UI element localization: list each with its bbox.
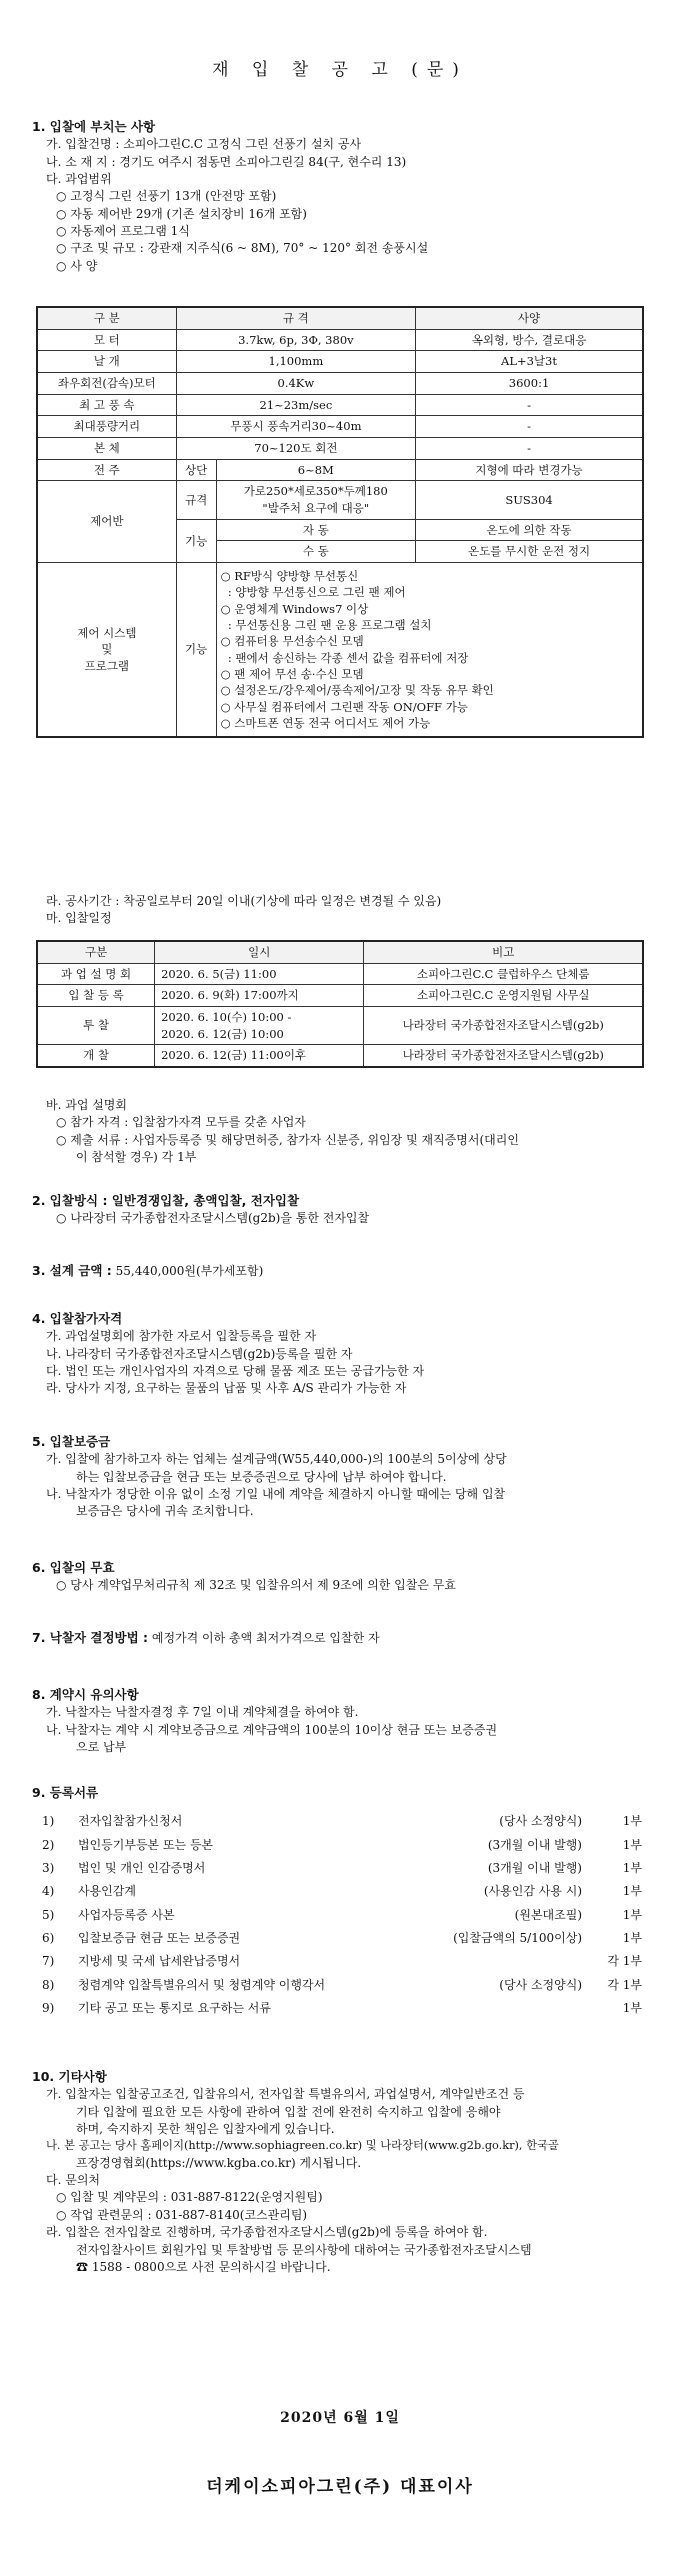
misc-line: 하며, 숙지하지 못한 책임은 입찰자에게 있습니다. — [76, 2121, 335, 2136]
row-label: 좌우회전(감속)모터 — [37, 373, 176, 395]
list-item — [42, 1904, 642, 1927]
row-label: 최대풍량거리 — [37, 416, 176, 438]
doc-number: 7) — [42, 1954, 55, 1969]
section-9 — [32, 1784, 652, 2021]
doc-qty: 1부 — [622, 2001, 642, 2016]
doc-number: 3) — [42, 1860, 55, 1875]
doc-number: 1) — [42, 1814, 55, 1829]
row-note: 3600:1 — [416, 373, 643, 395]
scope-line: ○ 고정식 그린 선풍기 13개 (안전망 포함) — [56, 189, 277, 204]
item-location: 나. 소 재 지 : 경기도 여주시 점동면 소피아그린길 84(구, 현수리 13) — [46, 154, 407, 169]
table-row — [37, 985, 643, 1007]
misc-line: ☎ 1588 - 0800으로 사전 문의하시길 바랍니다. — [76, 2260, 331, 2275]
when-line: 2020. 6. 12(금) 10:00 — [161, 1026, 284, 1041]
doc-qty: 1부 — [622, 1837, 642, 1852]
table-row — [37, 963, 643, 985]
deposit-line: 나. 낙찰자가 정당한 이유 없이 소정 기일 내에 계약을 체결하지 아니할 때에는 당해 입찰 — [46, 1486, 506, 1501]
doc-note — [402, 1997, 582, 2020]
table-row — [37, 1045, 643, 1067]
row-note: 온도를 무시한 운전 정지 — [416, 541, 643, 563]
signer-name: 더케이소피아그린(주) 대표이사 — [206, 2477, 474, 2497]
row-note: 온도에 의한 작동 — [416, 519, 643, 541]
table-header-row — [37, 941, 643, 963]
doc-name: 기타 공고 또는 통지로 요구하는 서류 — [78, 2001, 271, 2016]
list-item — [42, 1834, 642, 1857]
table-row — [37, 1007, 643, 1045]
row-when: 2020. 6. 12(금) 11:00이후 — [155, 1045, 364, 1067]
doc-number: 6) — [42, 1931, 55, 1946]
section-3 — [32, 1262, 652, 1280]
doc-note: (원본대조필) — [514, 1907, 582, 1922]
row-label: 모 터 — [37, 329, 176, 351]
row-label: 제어반 — [37, 481, 176, 563]
doc-number: 5) — [42, 1907, 55, 1922]
doc-qty: 각 1부 — [607, 1977, 642, 1992]
when-line: 2020. 6. 10(수) 10:00 - — [161, 1010, 292, 1025]
scope-line: ○ 자동 제어반 29개 (기존 설치장비 16개 포함) — [56, 206, 307, 221]
section-8 — [32, 1686, 652, 1756]
row-value: 1,100mm — [176, 351, 415, 373]
row-note: 소피아그린C.C 운영지원팀 사무실 — [364, 985, 643, 1007]
row-value: 21~23m/sec — [176, 394, 415, 416]
section-heading: 5. 입찰보증금 — [32, 1434, 111, 1449]
feature-line: ○ 설정온도/강우제어/풍속제어/고장 및 작동 유무 확인 — [220, 683, 494, 698]
item-period: 라. 공사기간 : 착공일로부터 20일 이내(기상에 따라 일정은 변경될 수 있음) — [46, 894, 442, 908]
row-note: SUS304 — [416, 481, 643, 519]
label-line: 프로그램 — [84, 659, 130, 674]
table-row — [37, 459, 643, 481]
doc-qty: 1부 — [622, 1884, 642, 1899]
section-heading: 6. 입찰의 무효 — [32, 1560, 115, 1575]
row-note: AL+3날3t — [416, 351, 643, 373]
header-cell: 구 분 — [37, 307, 176, 329]
table-row — [37, 351, 643, 373]
doc-name: 입찰보증금 현금 또는 보증증권 — [78, 1931, 241, 1946]
doc-name: 사업자등록증 사본 — [78, 1907, 175, 1922]
notice-date: 2020년 6월 1일 — [280, 2410, 400, 2426]
doc-qty: 각 1부 — [607, 1954, 642, 1969]
contract-line: 으로 납부 — [76, 1739, 127, 1754]
design-amount: 55,440,000원(부가세포함) — [115, 1264, 264, 1278]
section-heading: 2. 입찰방식 : 일반경쟁입찰, 총액입찰, 전자입찰 — [32, 1193, 300, 1208]
row-value: 무풍시 풍속거리30~40m — [176, 416, 415, 438]
section-heading: 10. 기타사항 — [32, 2069, 107, 2084]
row-note: 소피아그린C.C 클럽하우스 단체룸 — [364, 963, 643, 985]
award-method: 예정가격 이하 총액 최저가격으로 입찰한 자 — [151, 1631, 380, 1645]
doc-name: 전자입찰참가신청서 — [78, 1814, 183, 1829]
feature-line: : 무선통신용 그린 팬 운용 프로그램 설치 — [220, 618, 432, 633]
row-when: 2020. 6. 5(금) 11:00 — [155, 963, 364, 985]
documents-list — [42, 1810, 642, 2021]
feature-line: ○ 사무실 컴퓨터에서 그린팬 작동 ON/OFF 가능 — [220, 699, 468, 714]
feature-line: : 팬에서 송신하는 각종 센서 값을 컴퓨터에 저장 — [220, 650, 469, 665]
list-item — [42, 1880, 642, 1903]
header-cell: 비고 — [364, 941, 643, 963]
scope-line: ○ 사 양 — [56, 258, 98, 273]
table-row — [37, 394, 643, 416]
list-item — [42, 1857, 642, 1880]
header-cell: 구분 — [37, 941, 155, 963]
row-value: 3.7kw, 6p, 3Φ, 380v — [176, 329, 415, 351]
doc-qty: 1부 — [622, 1907, 642, 1922]
doc-note: (입찰금액의 5/100이상) — [453, 1931, 582, 1946]
table-row — [37, 416, 643, 438]
table-row — [37, 438, 643, 460]
row-note: 나라장터 국가종합전자조달시스템(g2b) — [364, 1007, 643, 1045]
section-10 — [32, 2068, 652, 2276]
row-label: 입 찰 등 록 — [37, 985, 155, 1007]
misc-line: 기타 입찰에 필요한 모든 사항에 관하여 입찰 전에 완전히 숙지하고 입찰에 응해야 — [76, 2104, 501, 2119]
doc-name: 청렴계약 입찰특별유의서 및 청렴계약 이행각서 — [78, 1977, 326, 1992]
section-1-schedule-intro — [32, 893, 652, 928]
table-header-row — [37, 307, 643, 329]
scope-line: ○ 자동제어 프로그램 1식 — [56, 224, 190, 239]
row-note: 지형에 따라 변경가능 — [416, 459, 643, 481]
row-label — [37, 563, 176, 738]
misc-line: 가. 입찰자는 입찰공고조건, 입찰유의서, 전자입찰 특별유의서, 과업설명서, 계약일반조건 등 — [46, 2087, 525, 2102]
section-heading: 4. 입찰참가자격 — [32, 1311, 123, 1326]
row-value — [216, 481, 416, 519]
row-value: 70~120도 회전 — [176, 438, 415, 460]
table-row — [37, 329, 643, 351]
misc-line: 전자입찰사이트 회원가입 및 투찰방법 등 문의사항에 대하여는 국가종합전자조달시스템 — [76, 2242, 532, 2257]
row-sublabel: 규격 — [176, 481, 216, 519]
feature-line: ○ 팬 제어 무선 송·수신 모뎀 — [220, 667, 364, 682]
label-line: 제어 시스템 — [77, 625, 137, 640]
contract-line: 나. 낙찰자는 계약 시 계약보증금으로 계약금액의 100분의 10이상 현금 또는 보증증권 — [46, 1722, 498, 1737]
section-line: ○ 나라장터 국가종합전자조달시스템(g2b)을 통한 전자입찰 — [56, 1211, 370, 1226]
row-note: 나라장터 국가종합전자조달시스템(g2b) — [364, 1045, 643, 1067]
item-name: 가. 입찰건명 : 소피아그린C.C 고정식 그린 선풍기 설치 공사 — [46, 137, 362, 152]
section-6 — [32, 1559, 652, 1595]
section-5 — [32, 1433, 652, 1521]
misc-line: 라. 입찰은 전자입찰로 진행하며, 국가종합전자조달시스템(g2b)에 등록을 하여야 함. — [46, 2225, 488, 2240]
header-cell: 규 격 — [176, 307, 415, 329]
briefing-line: 이 참석할 경우) 각 1부 — [76, 1150, 197, 1165]
item-briefing: 바. 과업 설명회 — [46, 1098, 127, 1112]
doc-note: (3개월 이내 발행) — [487, 1837, 582, 1852]
row-label: 날 개 — [37, 351, 176, 373]
page-title: 재 입 찰 공 고 (문) — [212, 60, 468, 80]
schedule-table — [36, 940, 644, 1068]
schedule-table-wrap — [36, 940, 644, 1068]
deposit-line: 하는 입찰보증금을 현금 또는 보증증권으로 당사에 납부 하여야 합니다. — [76, 1469, 447, 1484]
table-row — [37, 373, 643, 395]
list-item — [42, 1927, 642, 1950]
misc-line: 프장경영협회(https://www.kgba.co.kr) 게시됩니다. — [76, 2155, 362, 2170]
doc-number: 9) — [42, 2001, 55, 2016]
list-item — [42, 1810, 642, 1833]
doc-note — [402, 1950, 582, 1973]
feature-line: ○ 운영체계 Windows7 이상 — [220, 601, 369, 616]
section-7 — [32, 1629, 652, 1647]
doc-note: (당사 소정양식) — [499, 1977, 582, 1992]
briefing-line: ○ 제출 서류 : 사업자등록증 및 해당면허증, 참가자 신분증, 위임장 및 재직증명서(대리인 — [56, 1132, 519, 1147]
briefing-line: ○ 참가 자격 : 입찰참가자격 모두를 갖춘 사업자 — [56, 1115, 306, 1130]
section-1 — [32, 118, 652, 275]
feature-line: ○ 스마트폰 연동 전국 어디서도 제어 가능 — [220, 716, 431, 731]
doc-number: 8) — [42, 1977, 55, 1992]
doc-name: 사용인감계 — [78, 1884, 136, 1899]
spec-table — [36, 306, 644, 738]
row-value: 자 동 — [216, 519, 416, 541]
qualification-line: 가. 과업설명회에 참가한 자로서 입찰등록을 필한 자 — [46, 1329, 317, 1344]
deposit-line: 보증금은 당사에 귀속 조치합니다. — [76, 1504, 254, 1519]
section-1-briefing — [32, 1097, 652, 1167]
table-row — [37, 481, 643, 519]
row-label: 개 찰 — [37, 1045, 155, 1067]
header-cell: 일시 — [155, 941, 364, 963]
feature-line: ○ 컴퓨터용 무선송수신 모뎀 — [220, 634, 364, 649]
list-item — [42, 1974, 642, 1997]
doc-number: 4) — [42, 1884, 55, 1899]
item-schedule: 마. 입찰일정 — [46, 911, 112, 926]
contact-line: ○ 입찰 및 계약문의 : 031-887-8122(운영지원팀) — [56, 2190, 323, 2205]
row-value: 6~8M — [216, 459, 416, 481]
row-sublabel: 기능 — [176, 563, 216, 738]
qualification-line: 다. 법인 또는 개인사업자의 자격으로 당해 물품 제조 또는 공급가능한 자 — [46, 1363, 425, 1378]
doc-note: (당사 소정양식) — [499, 1814, 582, 1829]
list-item — [42, 1997, 642, 2020]
section-heading: 1. 입찰에 부치는 사항 — [32, 119, 156, 134]
doc-note: (3개월 이내 발행) — [487, 1860, 582, 1875]
misc-line: 나. 본 공고는 당사 홈페이지(http://www.sophiagreen.co.kr) 및 나라장터(www.g2b.go.kr), 한국골 — [46, 2139, 559, 2153]
row-when: 2020. 6. 9(화) 17:00까지 — [155, 985, 364, 1007]
label-line: 및 — [101, 642, 113, 657]
item-scope: 다. 과업범위 — [46, 171, 112, 186]
row-note: - — [416, 416, 643, 438]
row-label: 최 고 풍 속 — [37, 394, 176, 416]
section-heading: 8. 계약시 유의사항 — [32, 1687, 139, 1702]
doc-note: (사용인감 사용 시) — [483, 1884, 582, 1899]
spec-table-wrap — [36, 306, 644, 738]
row-note: 옥외형, 방수, 결로대응 — [416, 329, 643, 351]
qualification-line: 나. 나라장터 국가종합전자조달시스템(g2b)등록을 필한 자 — [46, 1346, 353, 1361]
section-2 — [32, 1192, 652, 1228]
row-label: 본 체 — [37, 438, 176, 460]
section-line: ○ 당사 계약업무처리규칙 제 32조 및 입찰유의서 제 9조에 의한 입찰은 무효 — [56, 1578, 456, 1593]
deposit-line: 가. 입찰에 참가하고자 하는 업체는 설계금액(W55,440,000-)의 100분의 5이상에 상당 — [46, 1452, 507, 1467]
row-note: - — [416, 394, 643, 416]
row-sublabel: 상단 — [176, 459, 216, 481]
section-heading: 7. 낙찰자 결정방법 : — [32, 1630, 149, 1645]
doc-number: 2) — [42, 1837, 55, 1852]
system-features — [216, 563, 643, 738]
misc-line: 다. 문의처 — [46, 2173, 100, 2188]
list-item — [42, 1950, 642, 1973]
section-heading: 3. 설계 금액 : — [32, 1263, 112, 1278]
scope-line: ○ 구조 및 규모 : 강관재 지주식(6 ~ 8M), 70° ~ 120° 회전 송풍시설 — [56, 241, 429, 256]
row-value-line: "발주처 요구에 대응" — [262, 501, 370, 516]
header-cell: 사양 — [416, 307, 643, 329]
doc-qty: 1부 — [622, 1860, 642, 1875]
contract-line: 가. 낙찰자는 낙찰자결정 후 7일 이내 계약체결을 하여야 함. — [46, 1705, 359, 1720]
table-row — [37, 563, 643, 738]
section-heading: 9. 등록서류 — [32, 1785, 99, 1800]
row-value: 수 동 — [216, 541, 416, 563]
feature-line: ○ RF방식 양방향 무선통신 — [220, 569, 359, 584]
row-label: 전 주 — [37, 459, 176, 481]
doc-qty: 1부 — [622, 1931, 642, 1946]
feature-line: : 양방향 무선통신으로 그린 팬 제어 — [220, 585, 406, 600]
doc-name: 법인 및 개인 인감증명서 — [78, 1860, 206, 1875]
row-sublabel: 기능 — [176, 519, 216, 562]
row-label: 과 업 설 명 회 — [37, 963, 155, 985]
contact-line: ○ 작업 관련문의 : 031-887-8140(코스관리팀) — [56, 2207, 308, 2222]
doc-name: 지방세 및 국세 납세완납증명서 — [78, 1954, 241, 1969]
row-value-line: 가로250*세로350*두께180 — [243, 484, 388, 499]
row-note: - — [416, 438, 643, 460]
row-when — [155, 1007, 364, 1045]
doc-qty: 1부 — [622, 1814, 642, 1829]
row-label: 투 찰 — [37, 1007, 155, 1045]
section-4 — [32, 1310, 652, 1398]
doc-name: 법인등기부등본 또는 등본 — [78, 1837, 214, 1852]
row-value: 0.4Kw — [176, 373, 415, 395]
qualification-line: 라. 당사가 지정, 요구하는 물품의 납품 및 사후 A/S 관리가 가능한 자 — [46, 1381, 407, 1396]
